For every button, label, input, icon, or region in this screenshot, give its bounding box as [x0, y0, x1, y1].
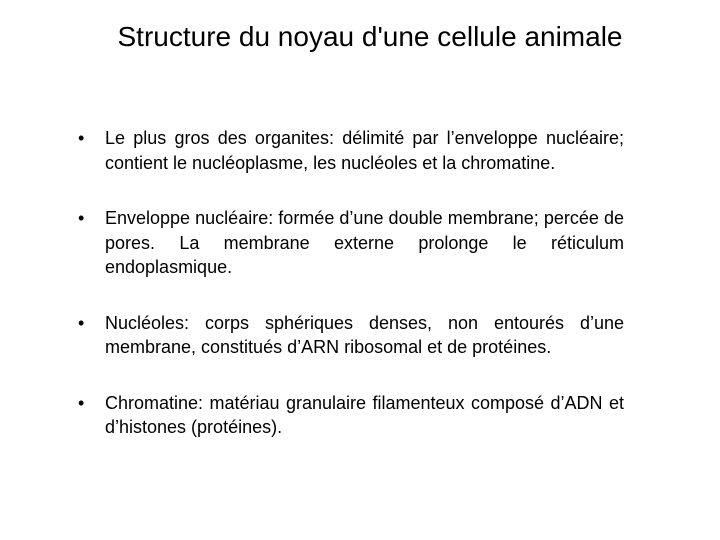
bullet-icon: •: [78, 208, 85, 228]
bullet-icon: •: [78, 128, 85, 148]
bullet-icon: •: [78, 312, 85, 333]
bullet-item-envelope-overview: [78, 126, 624, 175]
bullet-list: [78, 126, 624, 440]
bullet-icon: •: [78, 392, 85, 413]
bullet-text: Nucléoles: corps sphériques denses, non entourés d’une membrane, constitués d’ARN ribosomal et de protéines.: [105, 312, 624, 357]
bullet-text: Chromatine: matériau granulaire filamenteux composé d’ADN et d’histones (protéines).: [105, 392, 624, 437]
bullet-text: Le plus gros des organites: délimité par l’enveloppe nucléaire; contient le nucléoplasme, les nucléoles et la chromatine.: [105, 128, 624, 173]
bullet-text: Enveloppe nucléaire: formée d’une double membrane; percée de pores. La membrane externe prolonge le réticulum endoplasmique.: [105, 208, 624, 277]
bullet-item-nucleoli: [78, 311, 624, 360]
slide-title: Structure du noyau d'une cellule animale: [117, 21, 623, 52]
bullet-item-chromatin: [78, 391, 624, 440]
bullet-item-nuclear-envelope: [78, 206, 624, 280]
